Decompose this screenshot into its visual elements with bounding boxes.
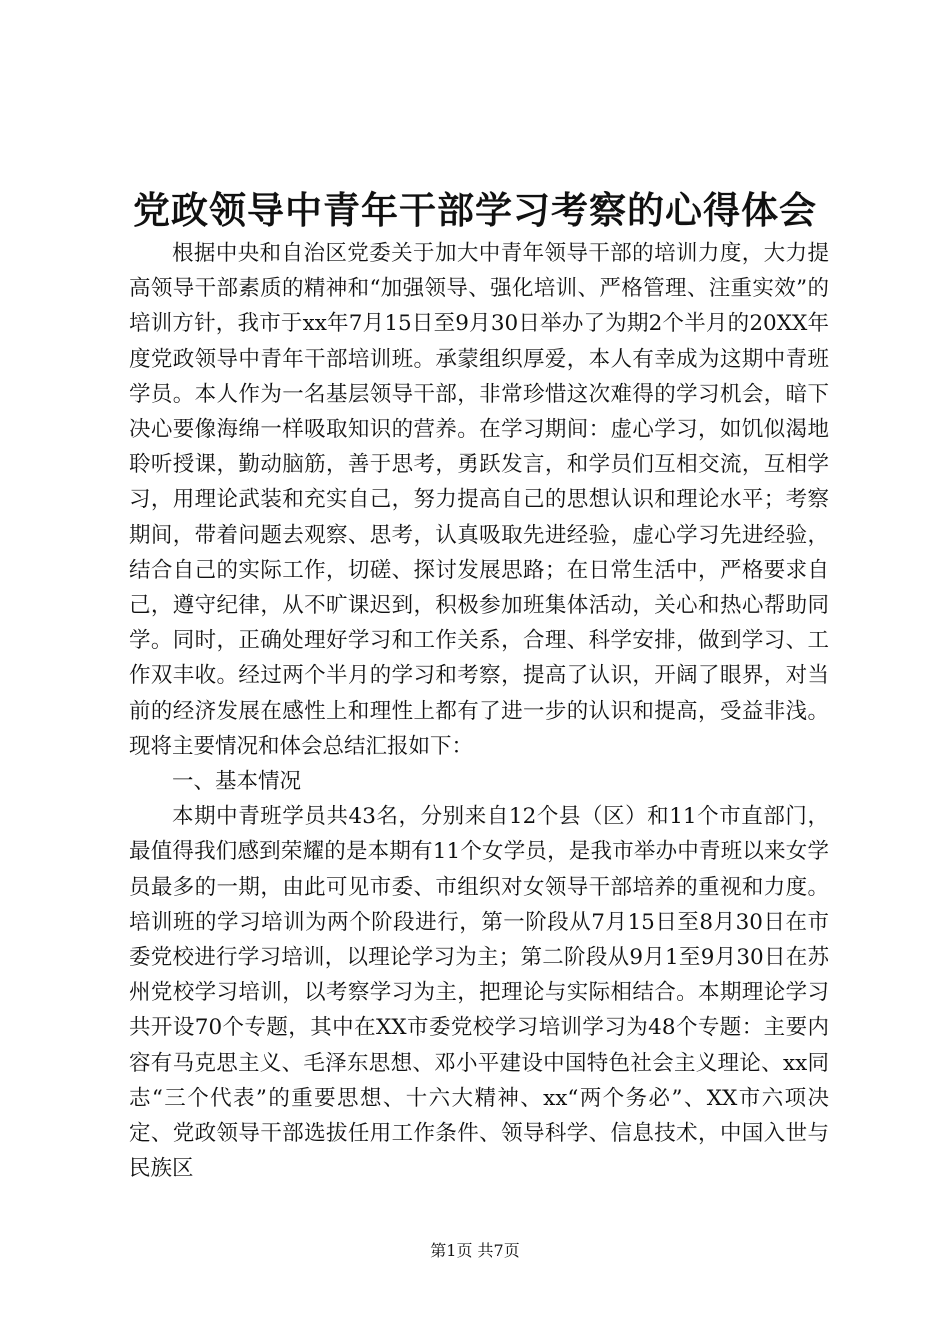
section-heading-basic-situation: 一、基本情况 (172, 769, 302, 795)
page-footer: 第1页 共7页 (430, 1241, 520, 1260)
document-body (129, 236, 829, 1186)
paragraph-basic-situation: 本期中青班学员共43名，分别来自12个县（区）和11个市直部门，最值得我们感到荣耀的是本期有11个女学员，是我市举办中青班以来女学员最多的一期，由此可见市委、市组织对女领导干部培养的重视和力度。培训班的学习培训为两个阶段进行，第一阶段从7月15日至8月30日在市委党校进行学习培训，以理论学习为主；第二阶段从9月1至9月30日在苏州党校学习培训，以考察学习为主，把理论与实际相结合。本期理论学习共开设70个专题，其中在XX市委党校学习培训学习为48个专题：主要内容有马克思主义、毛泽东思想、邓小平建设中国特色社会主义理论、xx同志“三个代表”的重要思想、十六大精神、xx“两个务必”、XX市六项决定、党政领导干部选拔任用工作条件、领导科学、信息技术，中国入世与民族区 (129, 804, 829, 1182)
document-title: 党政领导中青年干部学习考察的心得体会 (133, 188, 817, 232)
paragraph-intro: 根据中央和自治区党委关于加大中青年领导干部的培训力度，大力提高领导干部素质的精神和“加强领导、强化培训、严格管理、注重实效”的培训方针，我市于xx年7月15日至9月30日举办了为期2个半月的20XX年度党政领导中青年干部培训班。承蒙组织厚爱，本人有幸成为这期中青班学员。本人作为一名基层领导干部，非常珍惜这次难得的学习机会，暗下决心要像海绵一样吸取知识的营养。在学习期间：虚心学习，如饥似渴地聆听授课，勤动脑筋，善于思考，勇跃发言，和学员们互相交流，互相学习，用理论武装和充实自己，努力提高自己的思想认识和理论水平；考察期间，带着问题去观察、思考，认真吸取先进经验，虚心学习先进经验，结合自己的实际工作，切磋、探讨发展思路；在日常生活中，严格要求自己，遵守纪律，从不旷课迟到，积极参加班集体活动，关心和热心帮助同学。同时，正确处理好学习和工作关系，合理、科学安排，做到学习、工作双丰收。经过两个半月的学习和考察，提高了认识，开阔了眼界，对当前的经济发展在感性上和理性上都有了进一步的认识和提高，受益非浅。现将主要情况和体会总结汇报如下： (129, 241, 829, 759)
